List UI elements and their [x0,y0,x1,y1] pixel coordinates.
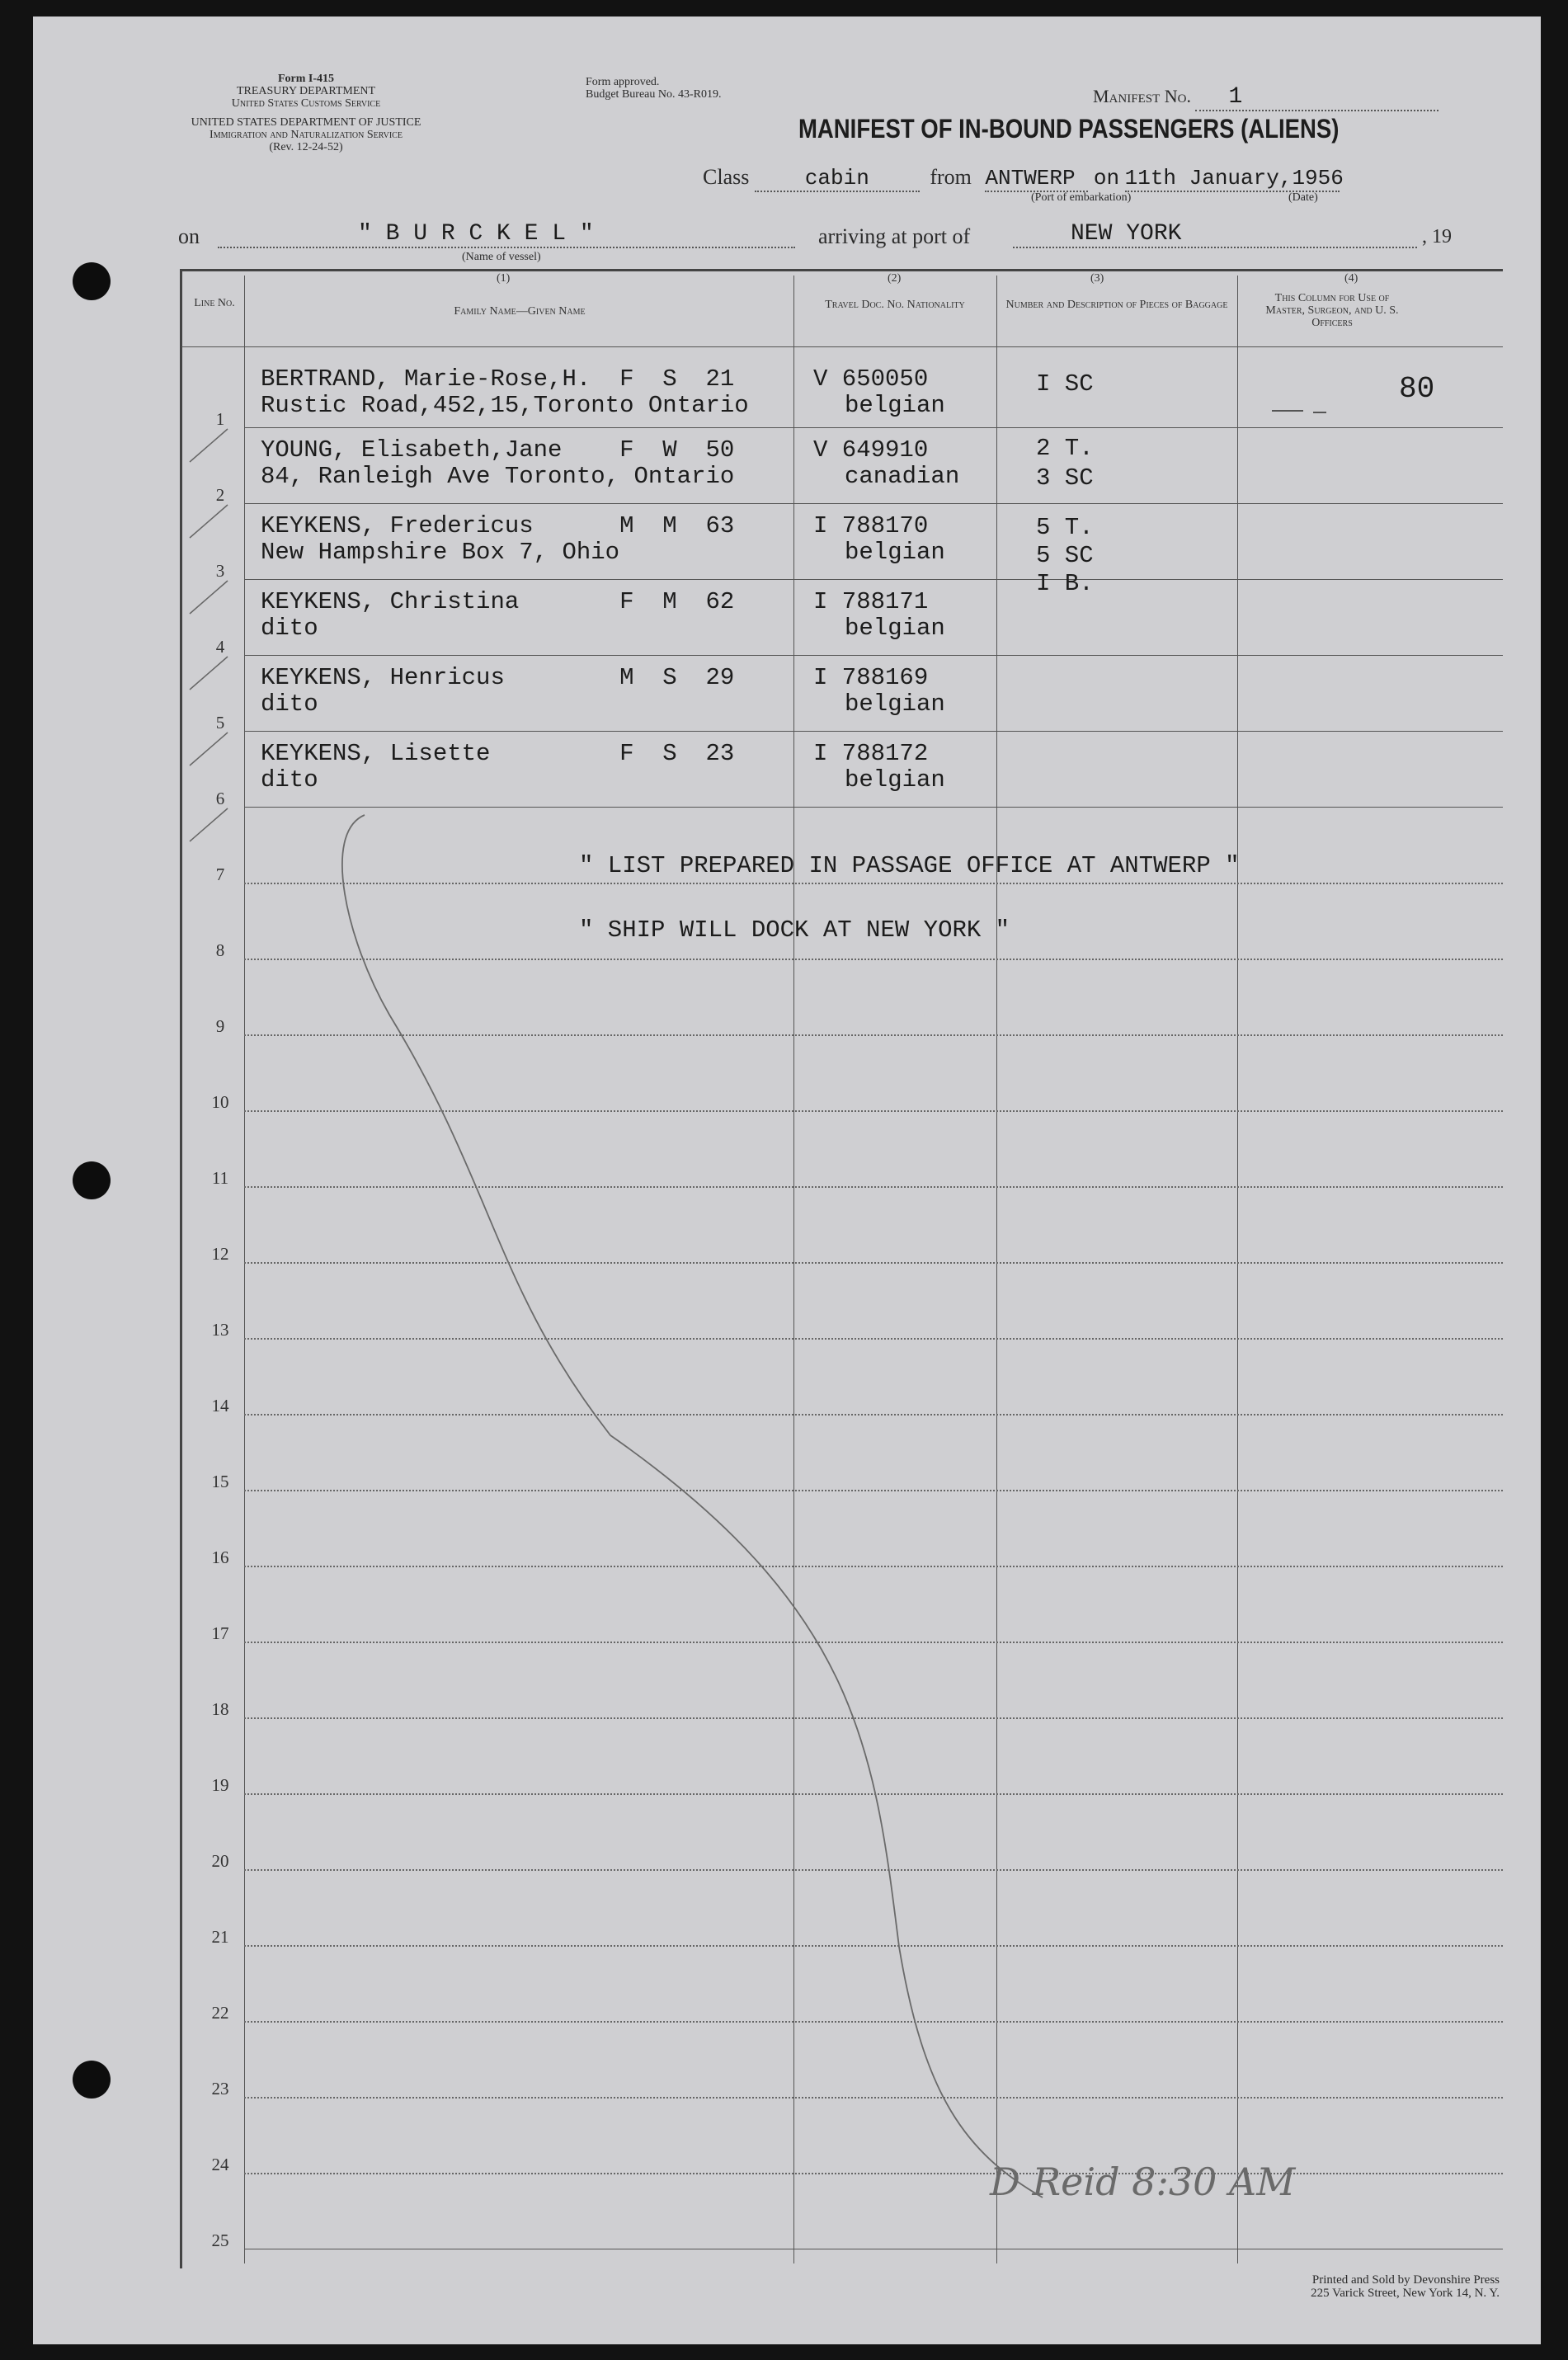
printer-imprint [1191,2273,1500,2300]
line-number: 5 [215,713,225,732]
nationality: belgian [845,766,945,794]
year-label: , 19 [1422,226,1452,247]
nationality: belgian [845,392,945,419]
travel-doc-no: I 788170 [813,512,929,539]
departure-date: 11th January,1956 [1124,166,1344,191]
ins-service: Immigration and Naturalization Service [210,129,403,141]
travel-doc-no: V 650050 [813,365,929,393]
printer-line: Printed and Sold by Devonshire Press [1311,2273,1500,2287]
col-line-no: Line No. [194,297,235,309]
column-number-2: (2) [888,272,902,285]
manifest-page [33,16,1541,2344]
tick-mark [190,581,228,614]
baggage-entry: I SC [1036,370,1094,398]
on-date-label: on [1093,166,1120,191]
nationality: belgian [845,539,945,566]
arrival-port: NEW YORK [1013,221,1417,248]
page-title: MANIFEST OF IN-BOUND PASSENGERS (ALIENS) [798,114,1340,144]
col-travel-doc: Travel Doc. No. Nationality [825,299,965,311]
on-label: on [178,224,200,248]
pencil-marks [33,16,1541,2344]
line-number: 22 [211,2003,229,2023]
line-number: 2 [215,485,225,505]
passenger-address: dito [261,690,318,718]
manifest-no-value: 1 [1195,84,1439,111]
line-number: 3 [215,561,225,581]
line-number: 16 [211,1547,229,1567]
column-number-1: (1) [497,272,511,285]
officer-mark: 80 [1399,372,1435,406]
baggage-entry: I B. [1036,570,1094,597]
travel-doc-no: I 788172 [813,740,929,767]
treasury-dept: TREASURY DEPARTMENT [236,85,376,97]
line-number: 24 [211,2155,229,2174]
passenger-name: BERTRAND, Marie-Rose,H. F S 21 [261,365,735,393]
passenger-address: Rustic Road,452,15,Toronto Ontario [261,392,749,419]
arriving-label: arriving at port of [818,224,971,248]
line-number: 20 [211,1851,229,1871]
col-baggage: Number and Description of Pieces of Baggage [1005,299,1228,311]
embarkation-port: ANTWERP [985,166,1088,192]
line-number: 18 [211,1699,229,1719]
form-number: Form I-415 [277,73,335,85]
embarkation-caption: (Port of embarkation) [1031,191,1132,204]
passenger-name: KEYKENS, Lisette F S 23 [261,740,735,767]
printer-address: 225 Varick Street, New York 14, N. Y. [1311,2287,1500,2300]
prepared-note: " LIST PREPARED IN PASSAGE OFFICE AT ANTWERP " [579,852,1240,879]
dock-note: " SHIP WILL DOCK AT NEW YORK " [579,916,1010,944]
nationality: belgian [845,690,945,718]
line-number: 12 [211,1244,229,1264]
vessel-caption: (Name of vessel) [462,251,541,263]
line-number: 15 [211,1472,229,1491]
passenger-name: YOUNG, Elisabeth,Jane F W 50 [261,436,735,464]
line-number: 10 [211,1092,229,1112]
col-name: Family Name—Given Name [454,305,586,318]
baggage-entry: 2 T. [1036,435,1094,462]
line-number: 25 [211,2230,229,2250]
line-number: 6 [215,789,225,808]
travel-doc-no: V 649910 [813,436,929,464]
manifest-no-label: Manifest No. [1093,86,1191,106]
line-number: 1 [215,409,225,429]
class-label: Class [703,165,750,189]
nationality: canadian [845,463,960,490]
line-number: 11 [211,1168,229,1188]
customs-service: United States Customs Service [231,97,381,110]
line-number: 19 [211,1775,229,1795]
baggage-entry: 5 SC [1036,542,1094,569]
line-number: 23 [211,2079,229,2099]
justice-dept: UNITED STATES DEPARTMENT OF JUSTICE [191,116,421,129]
travel-doc-no: I 788169 [813,664,929,691]
passenger-address: New Hampshire Box 7, Ohio [261,539,620,566]
signature: D Reid 8:30 AM [990,2160,1296,2204]
line-number: 4 [215,637,225,657]
from-label: from [930,165,972,189]
tick-mark [190,732,228,765]
budget-bureau-line: Budget Bureau No. 43-R019. [586,88,722,101]
passenger-name: KEYKENS, Fredericus M M 63 [261,512,735,539]
column-number-4: (4) [1344,272,1358,285]
tick-mark [190,429,228,462]
vessel-name: " B U R C K E L " [218,221,795,248]
class-value: cabin [755,166,920,192]
line-number: 9 [215,1016,225,1036]
col-officers: This Column for Use of Master, Surgeon, and U. S. Officers [1265,292,1399,329]
passenger-address: dito [261,766,318,794]
passenger-address: 84, Ranleigh Ave Toronto, Ontario [261,463,735,490]
approval-line: Form approved. [586,76,660,88]
passenger-name: KEYKENS, Henricus M S 29 [261,664,735,691]
passenger-address: dito [261,615,318,642]
line-number: 8 [215,940,225,960]
baggage-entry: 3 SC [1036,464,1094,492]
nationality: belgian [845,615,945,642]
passenger-name: KEYKENS, Christina F M 62 [261,588,735,615]
tick-mark [190,505,228,538]
date-caption: (Date) [1288,191,1318,204]
line-number: 13 [211,1320,229,1340]
line-number: 14 [211,1396,229,1416]
column-number-3: (3) [1090,272,1104,285]
revision-date: (Rev. 12-24-52) [269,141,343,153]
dash-mark [1272,411,1326,412]
baggage-entry: 5 T. [1036,514,1094,541]
pencil-curve [342,815,1043,2197]
line-number: 17 [211,1623,229,1643]
tick-mark [190,657,228,690]
line-number: 21 [211,1927,229,1947]
travel-doc-no: I 788171 [813,588,929,615]
line-number: 7 [215,864,225,884]
tick-mark [190,808,228,841]
